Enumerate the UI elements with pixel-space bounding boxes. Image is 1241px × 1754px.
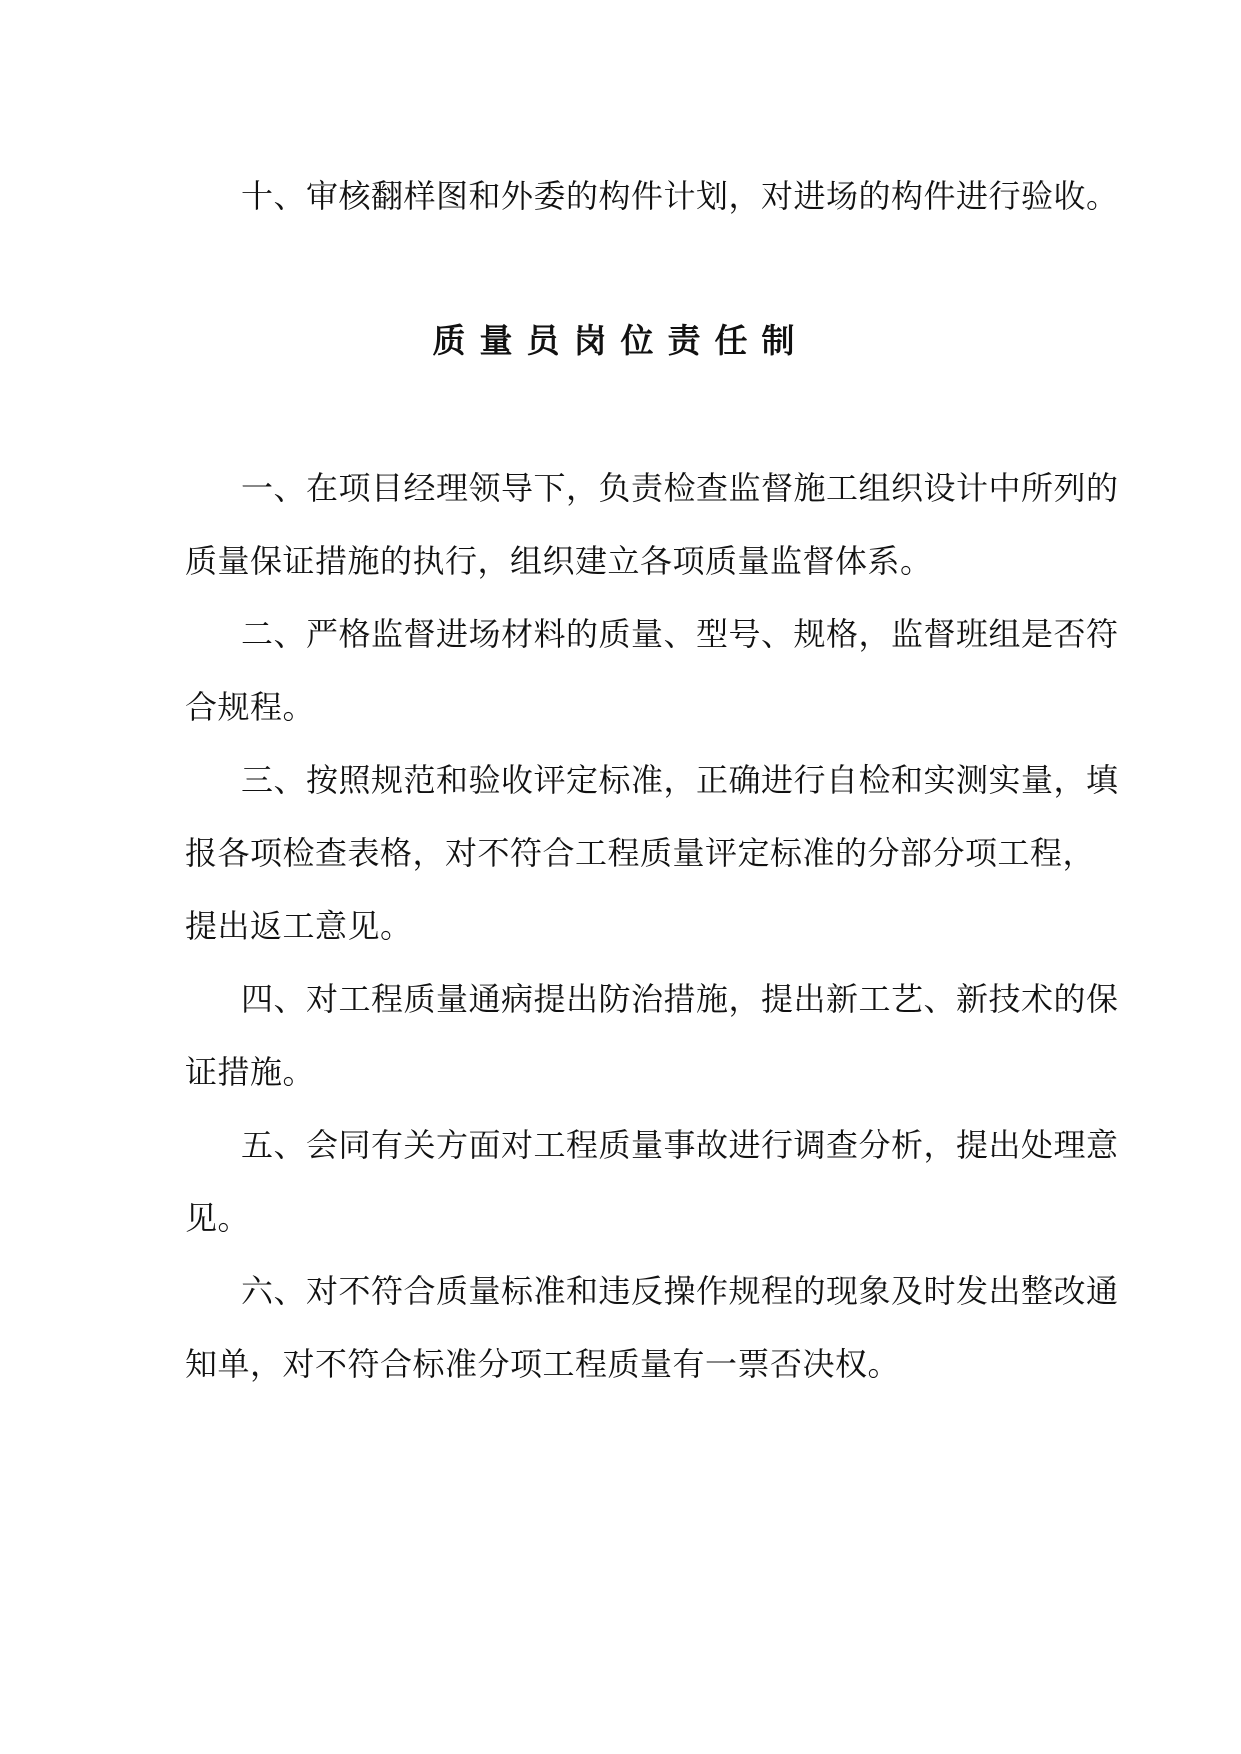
paragraph-1: 一、在项目经理领导下，负责检查监督施工组织设计中所列的质量保证措施的执行，组织建立各项质量监督体系。 [185,469,1119,580]
paragraph-6: 六、对不符合质量标准和违反操作规程的现象及时发出整改通知单，对不符合标准分项工程质量有一票否决权。 [185,1272,1119,1383]
paragraph-5: 五、会同有关方面对工程质量事故进行调查分析，提出处理意见。 [185,1126,1119,1237]
paragraph-3: 三、按照规范和验收评定标准，正确进行自检和实测实量，填报各项检查表格，对不符合工程质量评定标准的分部分项工程，提出返工意见。 [185,761,1119,945]
page-title: 质量员岗位责任制 [432,321,809,360]
paragraph-4: 四、对工程质量通病提出防治措施，提出新工艺、新技术的保证措施。 [185,980,1119,1091]
paragraph-2: 二、严格监督进场材料的质量、型号、规格，监督班组是否符合规程。 [185,615,1119,726]
intro-paragraph: 十、审核翻样图和外委的构件计划，对进场的构件进行验收。 [241,177,1119,215]
